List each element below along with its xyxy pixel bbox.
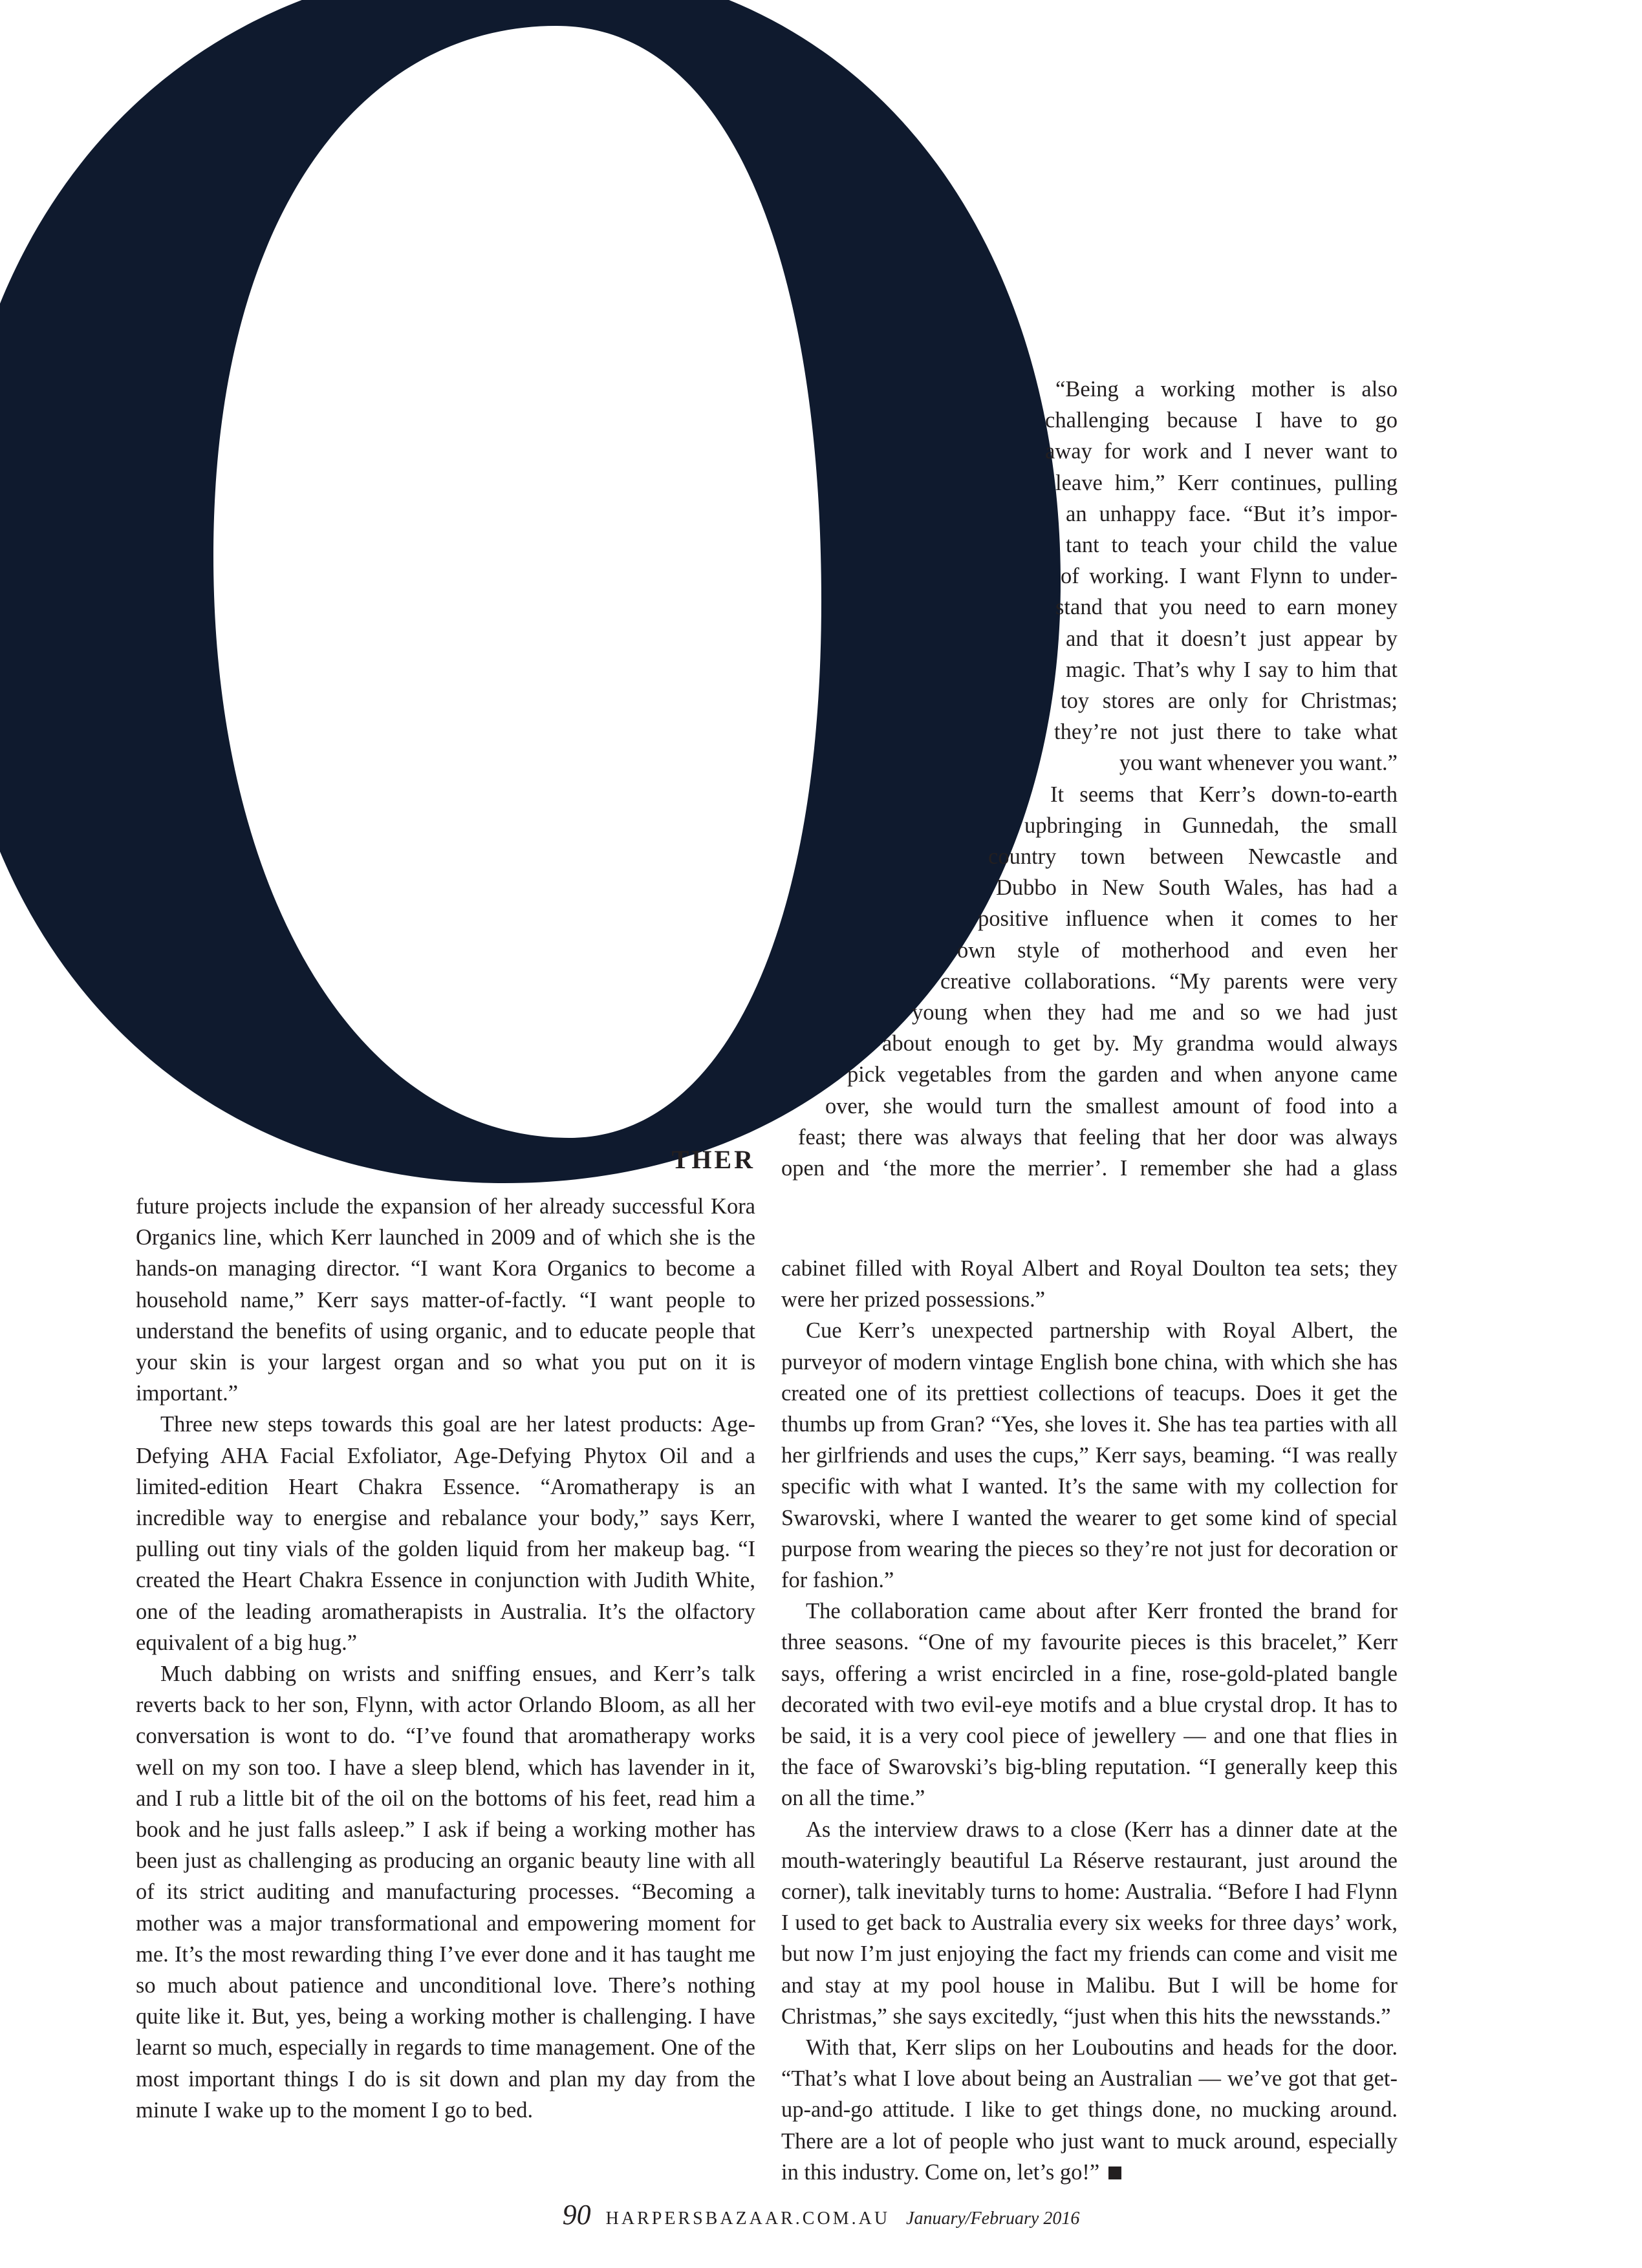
wrap-line: leave him,” Kerr continues, pulling — [1055, 470, 1398, 495]
wrap-line: own style of motherhood and even her — [957, 937, 1398, 963]
wrap-line: Dubbo in New South Wales, has had a — [996, 875, 1398, 901]
wrap-line: away for work and I never want to — [1045, 439, 1398, 464]
wrap-line: open and ‘the more the merrier’. I remember she had a glass — [781, 1156, 1398, 1181]
wrap-line: positive influence when it comes to her — [978, 906, 1398, 932]
wrap-line: pick vegetables from the garden and when anyone came — [847, 1062, 1398, 1087]
body-paragraph: future projects include the expansion of her already successful Kora Organics line, which Kerr launched in 2009 and of which she is the hands-on managing director. “I want Kora Organics to become a household name,” Kerr says matter-of-factly. “I want people to understand the benefits of using organic, and to educate people that your skin is your largest organ and so what you put on it is important.” — [136, 1194, 755, 1406]
end-mark-icon — [1108, 2166, 1121, 2179]
wrap-line: magic. That’s why I say to him that — [1066, 657, 1398, 682]
page-footer — [0, 2198, 1642, 2231]
wrap-line: an unhappy face. “But it’s impor- — [1066, 501, 1398, 526]
wrap-line: toy stores are only for Christmas; — [1061, 689, 1398, 713]
body-paragraph: As the interview draws to a close (Kerr has a dinner date at the mouth-wateringly beautiful La Réserve restaurant, just around the corner), talk inevitably turns to home: Australia. “Before I had Flynn I used to get back to Australia every six weeks for three days’ work, but now I’m just enjoying the fact my friends can come and visit me and stay at my pool house in Malibu. But I will be home for Christmas,” she says excitedly, “just when this hits the newsstands.” — [781, 1817, 1398, 2029]
lead-in-word: THER — [671, 1145, 755, 1174]
wrap-line: feast; there was always that feeling that her door was always — [798, 1124, 1398, 1150]
right-column — [781, 1253, 1398, 2188]
body-paragraph: Three new steps towards this goal are her latest products: Age-Defying AHA Facial Exfoliator, Age-Defying Phytox Oil and a limited-edition Heart Chakra Essence. “Aromatherapy is an incredible way to energise and rebalance your body,” says Kerr, pulling out tiny vials of the golden liquid from her makeup bag. “I created the Heart Chakra Essence in conjunction with Judith White, one of the leading aromatherapists in Australia. It’s the olfactory equivalent of a big hug.” — [136, 1412, 755, 1655]
issue-date: January/February 2016 — [906, 2209, 1080, 2229]
body-paragraph: Much dabbing on wrists and sniffing ensues, and Kerr’s talk reverts back to her son, Flynn, with actor Orlando Bloom, as all her conversation is wont to do. “I’ve found that aromatherapy works well on my son too. I have a sleep blend, which has lavender in it, and I rub a little bit of the oil on the bottoms of his feet, read him a book and he just falls asleep.” I ask if being a working mother has been just as challenging as producing an organic beauty line with all of its strict auditing and manufacturing processes. “Becoming a mother was a major transformational and empowering moment for me. It’s the most rewarding thing I’ve ever done and it has taught me so much about patience and unconditional love. There’s nothing quite like it. But, yes, being a working mother is challenging. I have learnt so much, especially in regards to time management. One of the most important things I do is sit down and plan my day from the minute I wake up to the moment I go to bed. — [136, 1662, 755, 2123]
wrap-line: creative collaborations. “My parents were very — [940, 968, 1398, 994]
wrap-line: you want whenever you want.” — [1119, 751, 1398, 776]
wrap-line: stand that you need to earn money — [1055, 595, 1398, 620]
wrap-line: they’re not just there to take what — [1054, 720, 1398, 745]
wrap-line: over, she would turn the smallest amount of food into a — [825, 1093, 1398, 1118]
body-paragraph — [781, 2032, 1398, 2188]
wrap-line: about enough to get by. My grandma would always — [882, 1031, 1398, 1056]
wrap-line: young when they had me and so we had just — [912, 1000, 1398, 1025]
site-url: HARPERSBAZAAR.COM.AU — [605, 2209, 891, 2229]
wrap-line: challenging because I have to go — [1045, 408, 1398, 433]
body-paragraph: Cue Kerr’s unexpected partnership with Royal Albert, the purveyor of modern vintage English bone china, with which she has created one of its prettiest collections of teacups. Does it get the thumbs up from Gran? “Yes, she loves it. She has tea parties with all her girlfriends and uses the cups,” Kerr says, beaming. “I was really specific with what I wanted. It’s the same with my collection for Swarovski, where I wanted the wearer to get some kind of special purpose from wearing the pieces so they’re not just for decoration or for fashion.” — [781, 1318, 1398, 1593]
wrap-line: upbringing in Gunnedah, the small — [1024, 813, 1398, 838]
body-paragraph: cabinet filled with Royal Albert and Royal Doulton tea sets; they were her prized possessions.” — [781, 1256, 1398, 1312]
closing-paragraph-text: With that, Kerr slips on her Louboutins and heads for the door. “That’s what I love about being an Australian — we’ve got that get-up-and-go attitude. I like to get things done, no mucking around. There are a lot of people who just want to muck around, especially in this industry. Come on, let’s go!” — [781, 2035, 1398, 2185]
dropcap-fill — [0, 0, 1061, 1183]
page-number: 90 — [562, 2199, 591, 2231]
wrap-line: of working. I want Flynn to under- — [1061, 564, 1398, 589]
wrap-line: country town between Newcastle and — [988, 844, 1398, 869]
wrap-line: tant to teach your child the value — [1066, 533, 1398, 557]
wrap-line: It seems that Kerr’s down-to-earth — [1050, 782, 1398, 807]
wrap-line: “Being a working mother is also — [1055, 377, 1398, 401]
body-paragraph: The collaboration came about after Kerr fronted the brand for three seasons. “One of my favourite pieces is this bracelet,” Kerr says, offering a wrist encircled in a fine, rose-gold-plated bangle decorated with two evil-eye motifs and a blue crystal drop. It has to be said, it is a very cool piece of jewellery — and one that flies in the face of Swarovski’s big-bling reputation. “I generally keep this on all the time.” — [781, 1599, 1398, 1811]
wrap-line: and that it doesn’t just appear by — [1066, 626, 1398, 651]
left-column — [136, 1191, 755, 2126]
